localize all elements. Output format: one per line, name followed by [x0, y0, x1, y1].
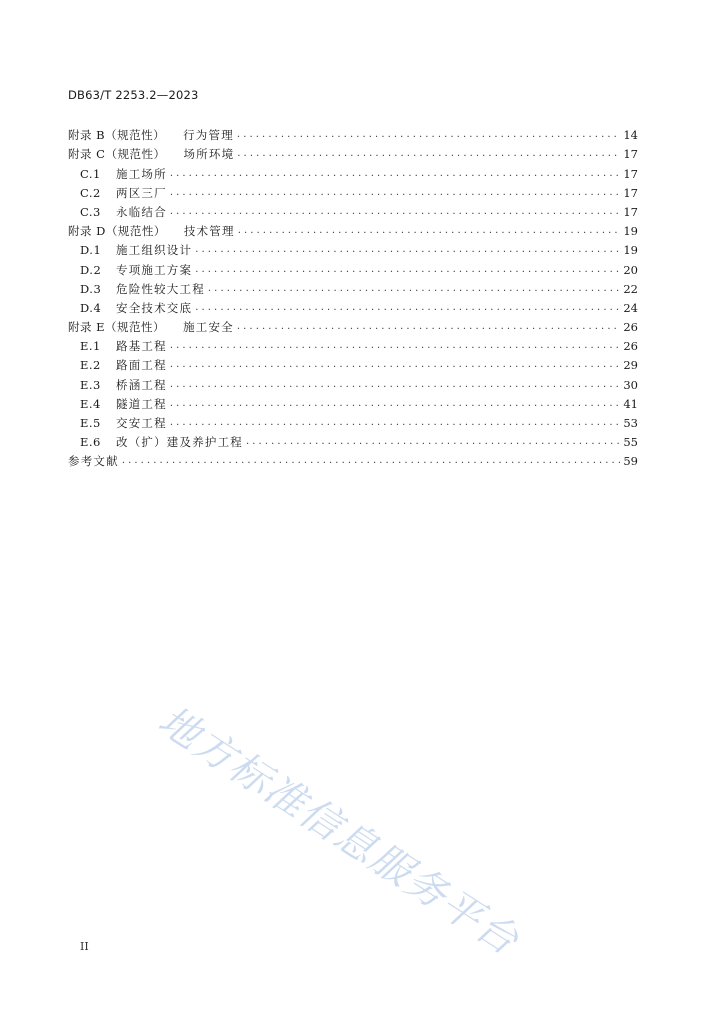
table-of-contents: [68, 123, 638, 468]
toc-leader-dots: [170, 416, 621, 430]
toc-label: 安全技术交底: [116, 300, 193, 315]
toc-leader-dots: [195, 301, 620, 315]
toc-row-e2[interactable]: [68, 353, 638, 372]
toc-label: 路面工程: [116, 358, 167, 373]
toc-number: E.3: [80, 377, 101, 392]
toc-leader-dots: [170, 339, 621, 353]
toc-page: 22: [623, 281, 638, 296]
toc-number: 附录 E（规范性）: [68, 320, 166, 335]
toc-number: 附录 B（规范性）: [68, 128, 166, 143]
toc-row-e4[interactable]: [68, 392, 638, 411]
toc-page: 17: [623, 166, 638, 181]
toc-label: 路基工程: [116, 339, 167, 354]
toc-number: E.1: [80, 339, 101, 354]
page-number: II: [80, 940, 89, 953]
toc-leader-dots: [246, 435, 620, 449]
toc-number: D.4: [80, 300, 102, 315]
toc-leader-dots: [238, 224, 621, 238]
toc-row-d2[interactable]: [68, 257, 638, 276]
toc-page: 17: [623, 204, 638, 219]
toc-page: 20: [623, 262, 638, 277]
toc-page: 19: [623, 224, 638, 239]
toc-leader-dots: [170, 358, 621, 372]
toc-label: 施工场所: [116, 166, 167, 181]
toc-page: 29: [623, 358, 638, 373]
toc-number: 附录 C（规范性）: [68, 147, 166, 162]
toc-page: 41: [623, 396, 638, 411]
toc-row-e6[interactable]: [68, 430, 638, 449]
toc-number: E.5: [80, 416, 101, 430]
toc-page: 59: [623, 454, 638, 469]
toc-row-references[interactable]: [68, 449, 638, 468]
toc-number: C.1: [80, 166, 101, 181]
toc-leader-dots: [237, 128, 620, 142]
toc-page: 30: [623, 377, 638, 392]
toc-row-e5[interactable]: [68, 411, 638, 430]
toc-label: 行为管理: [183, 128, 234, 143]
toc-number: E.6: [80, 435, 101, 450]
toc-row-appendix-d[interactable]: [68, 219, 638, 238]
toc-number: D.2: [80, 262, 102, 277]
toc-label: 改（扩）建及养护工程: [116, 435, 243, 450]
toc-label: 桥涵工程: [116, 377, 167, 392]
toc-row-appendix-e[interactable]: [68, 315, 638, 334]
toc-leader-dots: [170, 378, 621, 392]
toc-leader-dots: [170, 186, 621, 200]
toc-page: 26: [623, 320, 638, 335]
toc-number: D.1: [80, 243, 102, 258]
toc-label: 施工安全: [183, 320, 234, 335]
toc-row-c1[interactable]: [68, 161, 638, 180]
toc-number: E.4: [80, 396, 101, 411]
toc-leader-dots: [195, 243, 620, 257]
toc-label: 两区三厂: [116, 185, 167, 200]
toc-page: 14: [623, 128, 638, 143]
toc-row-appendix-b[interactable]: [68, 123, 638, 142]
toc-number: E.2: [80, 358, 101, 373]
toc-number: C.3: [80, 204, 101, 219]
toc-row-e1[interactable]: [68, 334, 638, 353]
watermark: 地方标准信息服务平台: [150, 697, 528, 965]
toc-number: D.3: [80, 281, 102, 296]
toc-leader-dots: [170, 167, 621, 181]
toc-page: 17: [623, 185, 638, 200]
toc-leader-dots: [237, 320, 620, 334]
toc-label: 参考文献: [68, 454, 119, 469]
toc-row-d4[interactable]: [68, 296, 638, 315]
toc-row-c3[interactable]: [68, 200, 638, 219]
toc-page: 55: [623, 435, 638, 450]
toc-page: 53: [623, 416, 638, 430]
toc-label: 交安工程: [116, 416, 167, 430]
toc-page: 26: [623, 339, 638, 354]
toc-row-c2[interactable]: [68, 181, 638, 200]
toc-page: 24: [623, 300, 638, 315]
toc-page: 17: [623, 147, 638, 162]
toc-label: 施工组织设计: [116, 243, 193, 258]
standard-code: DB63/T 2253.2—2023: [68, 88, 199, 102]
toc-label: 技术管理: [183, 224, 235, 239]
toc-leader-dots: [195, 263, 620, 277]
toc-number: C.2: [80, 185, 101, 200]
toc-row-appendix-c[interactable]: [68, 142, 638, 161]
toc-number: 附录 D（规范性）: [68, 224, 166, 239]
toc-leader-dots: [237, 147, 620, 161]
toc-label: 隧道工程: [116, 396, 167, 411]
toc-page: 19: [623, 243, 638, 258]
toc-leader-dots: [170, 205, 621, 219]
toc-leader-dots: [122, 454, 621, 468]
toc-label: 永临结合: [116, 204, 167, 219]
toc-row-d3[interactable]: [68, 277, 638, 296]
toc-label: 危险性较大工程: [116, 281, 205, 296]
toc-row-e3[interactable]: [68, 372, 638, 391]
toc-row-d1[interactable]: [68, 238, 638, 257]
toc-label: 场所环境: [183, 147, 235, 162]
toc-label: 专项施工方案: [116, 262, 193, 277]
toc-leader-dots: [170, 397, 621, 411]
toc-leader-dots: [208, 282, 620, 296]
